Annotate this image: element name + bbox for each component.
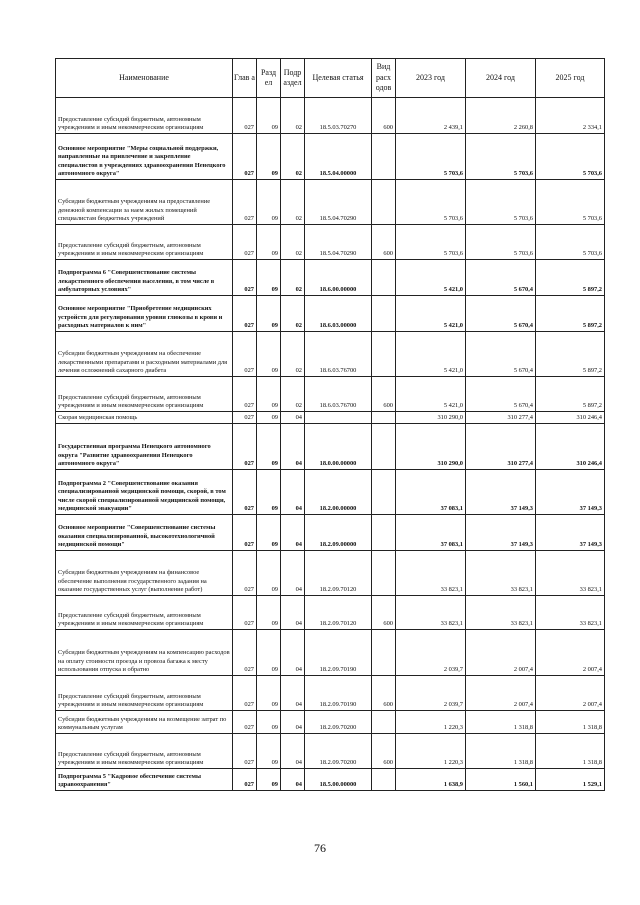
row-name: Основное мероприятие "Приобретение медицинских устройств для регулирования уровня глюкозы в крови и расходных материалов к ним" [56, 296, 233, 332]
row-razdel: 09 [257, 711, 281, 734]
table-row [56, 332, 605, 377]
row-value-2024: 5 703,6 [466, 134, 536, 180]
row-value-2024: 5 670,4 [466, 260, 536, 296]
table-row [56, 711, 605, 734]
row-podrazdel: 02 [281, 377, 305, 412]
row-value-2023: 2 039,7 [396, 630, 466, 676]
row-value-2025: 310 246,4 [536, 424, 605, 470]
row-value-2025: 2 007,4 [536, 630, 605, 676]
row-value-2025: 2 334,1 [536, 98, 605, 134]
row-podrazdel: 04 [281, 412, 305, 424]
row-value-2024: 5 670,4 [466, 332, 536, 377]
row-razdel: 09 [257, 424, 281, 470]
header-target-article: Целевая статья [305, 59, 372, 98]
row-glava: 027 [233, 769, 257, 791]
row-value-2023: 5 421,0 [396, 332, 466, 377]
row-expense-type: 600 [372, 734, 396, 769]
row-glava: 027 [233, 412, 257, 424]
row-target-article: 18.2.09.70120 [305, 596, 372, 630]
table-row [56, 676, 605, 711]
row-razdel: 09 [257, 260, 281, 296]
row-glava: 027 [233, 98, 257, 134]
row-glava: 027 [233, 711, 257, 734]
table-row [56, 470, 605, 515]
row-target-article: 18.2.09.70200 [305, 734, 372, 769]
row-value-2025: 37 149,3 [536, 470, 605, 515]
row-value-2023: 1 638,9 [396, 769, 466, 791]
row-value-2024: 5 670,4 [466, 296, 536, 332]
row-expense-type: 600 [372, 377, 396, 412]
row-value-2025: 1 318,8 [536, 711, 605, 734]
row-razdel: 09 [257, 134, 281, 180]
row-value-2024: 2 007,4 [466, 676, 536, 711]
row-expense-type [372, 180, 396, 225]
row-razdel: 09 [257, 470, 281, 515]
row-value-2023: 5 421,0 [396, 260, 466, 296]
row-value-2024: 1 318,8 [466, 734, 536, 769]
row-razdel: 09 [257, 551, 281, 596]
row-name: Основное мероприятие "Совершенствование системы оказания специализированной, высокотехнологичной медицинской помощи" [56, 515, 233, 551]
row-glava: 027 [233, 134, 257, 180]
row-glava: 027 [233, 225, 257, 260]
row-value-2024: 1 318,8 [466, 711, 536, 734]
header-expense-type: Вид расх одов [372, 59, 396, 98]
row-glava: 027 [233, 296, 257, 332]
row-value-2025: 1 529,1 [536, 769, 605, 791]
row-razdel: 09 [257, 225, 281, 260]
row-razdel: 09 [257, 515, 281, 551]
row-expense-type [372, 332, 396, 377]
row-value-2025: 1 318,8 [536, 734, 605, 769]
row-expense-type [372, 260, 396, 296]
row-target-article: 18.6.03.76700 [305, 332, 372, 377]
row-podrazdel: 02 [281, 332, 305, 377]
table-body [56, 98, 605, 791]
row-razdel: 09 [257, 98, 281, 134]
table-row [56, 769, 605, 791]
row-value-2023: 5 703,6 [396, 225, 466, 260]
header-name: Наименование [56, 59, 233, 98]
row-value-2024: 1 560,1 [466, 769, 536, 791]
table-row [56, 134, 605, 180]
row-name: Предоставление субсидий бюджетным, автономным учреждениям и иным некоммерческим организациям [56, 98, 233, 134]
row-name: Предоставление субсидий бюджетным, автономным учреждениям и иным некоммерческим организациям [56, 676, 233, 711]
row-target-article: 18.6.00.00000 [305, 260, 372, 296]
row-glava: 027 [233, 260, 257, 296]
row-expense-type: 600 [372, 676, 396, 711]
row-glava: 027 [233, 377, 257, 412]
row-expense-type [372, 296, 396, 332]
row-razdel: 09 [257, 412, 281, 424]
row-name: Подпрограмма 2 "Совершенствование оказания специализированной медицинской помощи, скорой, в том числе скорой специализированной медицинской помощи, медицинской эвакуации" [56, 470, 233, 515]
row-value-2023: 5 703,6 [396, 134, 466, 180]
row-glava: 027 [233, 734, 257, 769]
row-expense-type [372, 424, 396, 470]
row-name: Субсидии бюджетным учреждениям на компенсацию расходов на оплату стоимости проезда и провоза багажа к месту использования отпуска и обратно [56, 630, 233, 676]
row-name: Основное мероприятие "Меры социальной поддержки, направленные на привлечение и закрепление специалистов в учреждениях здравоохранения Ненецкого автономного округа" [56, 134, 233, 180]
table-row [56, 424, 605, 470]
table-row [56, 596, 605, 630]
table-header-row [56, 59, 605, 98]
row-target-article: 18.0.00.00000 [305, 424, 372, 470]
row-value-2025: 5 703,6 [536, 180, 605, 225]
row-value-2024: 33 823,1 [466, 551, 536, 596]
row-value-2025: 2 007,4 [536, 676, 605, 711]
row-value-2025: 5 897,2 [536, 260, 605, 296]
row-podrazdel: 04 [281, 769, 305, 791]
row-target-article: 18.6.03.00000 [305, 296, 372, 332]
row-target-article: 18.5.00.00000 [305, 769, 372, 791]
row-expense-type [372, 630, 396, 676]
row-expense-type [372, 711, 396, 734]
header-podrazdel: Подр аздел [281, 59, 305, 98]
row-expense-type [372, 470, 396, 515]
row-razdel: 09 [257, 377, 281, 412]
row-value-2025: 5 703,6 [536, 225, 605, 260]
row-name: Субсидии бюджетным учреждениям на финансовое обеспечение выполнения государственного задания на оказание государственных услуг (выполнение работ) [56, 551, 233, 596]
row-podrazdel: 02 [281, 98, 305, 134]
row-expense-type: 600 [372, 98, 396, 134]
row-value-2025: 5 897,2 [536, 332, 605, 377]
row-razdel: 09 [257, 596, 281, 630]
row-podrazdel: 04 [281, 551, 305, 596]
row-glava: 027 [233, 470, 257, 515]
row-razdel: 09 [257, 676, 281, 711]
row-value-2023: 310 290,0 [396, 424, 466, 470]
row-value-2025: 5 897,2 [536, 377, 605, 412]
table-row [56, 734, 605, 769]
table-row [56, 260, 605, 296]
row-podrazdel: 04 [281, 596, 305, 630]
row-name: Субсидии бюджетным учреждениям на обеспечение лекарственными препаратами и расходными материалами для лечения осложнений сахарного диабета [56, 332, 233, 377]
row-value-2025: 33 823,1 [536, 551, 605, 596]
header-year-2024: 2024 год [466, 59, 536, 98]
row-value-2024: 33 823,1 [466, 596, 536, 630]
row-target-article: 18.6.03.76700 [305, 377, 372, 412]
row-podrazdel: 04 [281, 470, 305, 515]
row-value-2023: 5 703,6 [396, 180, 466, 225]
row-target-article: 18.2.09.70120 [305, 551, 372, 596]
row-name: Предоставление субсидий бюджетным, автономным учреждениям и иным некоммерческим организациям [56, 225, 233, 260]
table-row [56, 296, 605, 332]
row-value-2023: 37 083,1 [396, 470, 466, 515]
row-razdel: 09 [257, 332, 281, 377]
row-value-2023: 2 439,1 [396, 98, 466, 134]
row-target-article: 18.5.04.00000 [305, 134, 372, 180]
row-expense-type [372, 515, 396, 551]
row-expense-type [372, 134, 396, 180]
row-target-article [305, 412, 372, 424]
row-podrazdel: 04 [281, 734, 305, 769]
row-podrazdel: 04 [281, 630, 305, 676]
row-value-2023: 33 823,1 [396, 551, 466, 596]
row-podrazdel: 02 [281, 260, 305, 296]
row-razdel: 09 [257, 734, 281, 769]
row-value-2023: 2 039,7 [396, 676, 466, 711]
page-number: 76 [314, 841, 326, 855]
row-podrazdel: 02 [281, 225, 305, 260]
row-value-2024: 310 277,4 [466, 424, 536, 470]
row-value-2023: 1 220,3 [396, 711, 466, 734]
row-name: Предоставление субсидий бюджетным, автономным учреждениям и иным некоммерческим организациям [56, 596, 233, 630]
header-razdel: Разд ел [257, 59, 281, 98]
table-row [56, 98, 605, 134]
row-razdel: 09 [257, 630, 281, 676]
row-value-2023: 37 083,1 [396, 515, 466, 551]
row-glava: 027 [233, 180, 257, 225]
row-expense-type [372, 551, 396, 596]
header-year-2023: 2023 год [396, 59, 466, 98]
row-target-article: 18.2.09.00000 [305, 515, 372, 551]
row-glava: 027 [233, 332, 257, 377]
row-glava: 027 [233, 424, 257, 470]
row-name: Подпрограмма 6 "Совершенствование системы лекарственного обеспечения населения, в том числе в амбулаторных условиях" [56, 260, 233, 296]
row-name: Предоставление субсидий бюджетным, автономным учреждениям и иным некоммерческим организациям [56, 734, 233, 769]
row-podrazdel: 02 [281, 296, 305, 332]
budget-table [55, 58, 605, 791]
row-expense-type: 600 [372, 596, 396, 630]
row-glava: 027 [233, 630, 257, 676]
row-value-2025: 33 823,1 [536, 596, 605, 630]
row-podrazdel: 04 [281, 676, 305, 711]
row-podrazdel: 04 [281, 424, 305, 470]
row-value-2024: 2 260,8 [466, 98, 536, 134]
row-value-2024: 2 007,4 [466, 630, 536, 676]
row-name: Государственная программа Ненецкого автономного округа "Развитие здравоохранения Ненецкого автономного округа" [56, 424, 233, 470]
row-value-2024: 37 149,3 [466, 515, 536, 551]
row-name: Подпрограмма 5 "Кадровое обеспечение системы здравоохранения" [56, 769, 233, 791]
row-razdel: 09 [257, 180, 281, 225]
row-value-2024: 37 149,3 [466, 470, 536, 515]
row-podrazdel: 04 [281, 711, 305, 734]
row-name: Субсидии бюджетным учреждениям на возмещение затрат по коммунальным услугам [56, 711, 233, 734]
row-value-2025: 5 897,2 [536, 296, 605, 332]
row-expense-type [372, 769, 396, 791]
row-target-article: 18.5.04.70290 [305, 180, 372, 225]
row-target-article: 18.2.09.70190 [305, 676, 372, 711]
row-value-2023: 5 421,0 [396, 377, 466, 412]
row-value-2024: 5 703,6 [466, 225, 536, 260]
row-target-article: 18.2.09.70190 [305, 630, 372, 676]
row-podrazdel: 04 [281, 515, 305, 551]
row-razdel: 09 [257, 296, 281, 332]
row-podrazdel: 02 [281, 134, 305, 180]
row-target-article: 18.2.09.70200 [305, 711, 372, 734]
row-target-article: 18.5.03.70270 [305, 98, 372, 134]
row-value-2023: 5 421,0 [396, 296, 466, 332]
header-year-2025: 2025 год [536, 59, 605, 98]
header-glava: Глав а [233, 59, 257, 98]
row-value-2024: 5 703,6 [466, 180, 536, 225]
row-name: Скорая медицинская помощь [56, 412, 233, 424]
table-row [56, 515, 605, 551]
row-value-2025: 5 703,6 [536, 134, 605, 180]
row-glava: 027 [233, 515, 257, 551]
row-glava: 027 [233, 596, 257, 630]
row-target-article: 18.5.04.70290 [305, 225, 372, 260]
table-row [56, 180, 605, 225]
row-value-2025: 310 246,4 [536, 412, 605, 424]
row-value-2023: 1 220,3 [396, 734, 466, 769]
row-value-2025: 37 149,3 [536, 515, 605, 551]
table-row [56, 412, 605, 424]
table-row [56, 377, 605, 412]
row-value-2024: 310 277,4 [466, 412, 536, 424]
table-row [56, 225, 605, 260]
row-value-2023: 33 823,1 [396, 596, 466, 630]
table-row [56, 551, 605, 596]
table-row [56, 630, 605, 676]
row-razdel: 09 [257, 769, 281, 791]
row-value-2024: 5 670,4 [466, 377, 536, 412]
row-glava: 027 [233, 551, 257, 596]
row-expense-type: 600 [372, 225, 396, 260]
row-target-article: 18.2.00.00000 [305, 470, 372, 515]
row-podrazdel: 02 [281, 180, 305, 225]
row-value-2023: 310 290,0 [396, 412, 466, 424]
row-glava: 027 [233, 676, 257, 711]
row-name: Субсидии бюджетным учреждениям на предоставление денежной компенсации за наем жилых помещений специалистам бюджетных учреждений [56, 180, 233, 225]
row-expense-type [372, 412, 396, 424]
row-name: Предоставление субсидий бюджетным, автономным учреждениям и иным некоммерческим организациям [56, 377, 233, 412]
